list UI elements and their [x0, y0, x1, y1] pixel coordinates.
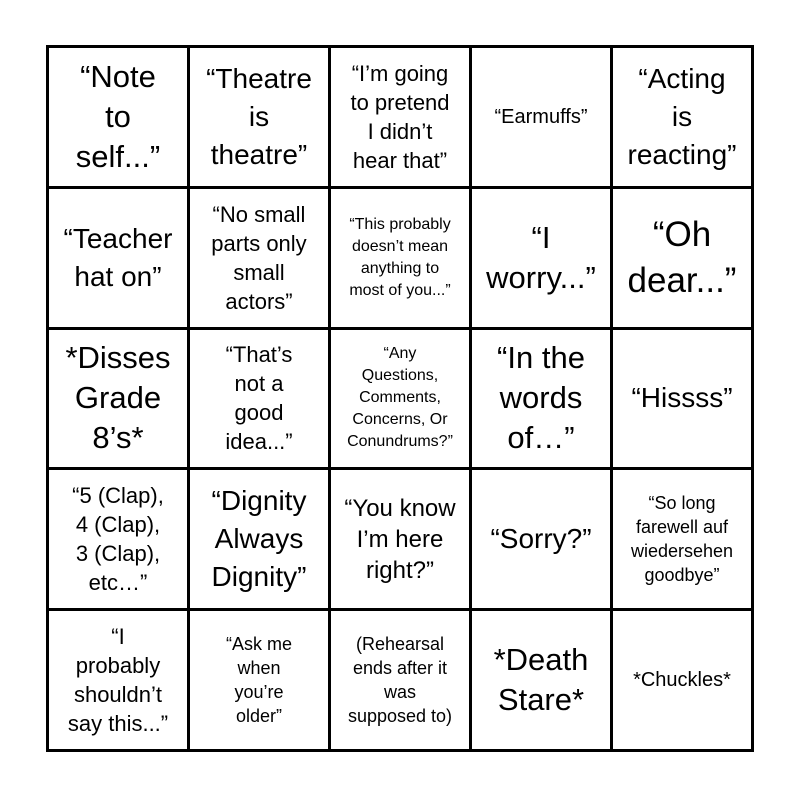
cell-text: “Note to self...” — [75, 58, 161, 174]
bingo-cell-r5c5[interactable] — [613, 611, 751, 749]
bingo-cell-r1c4[interactable] — [472, 48, 610, 186]
cell-text: “Teacher hat on” — [63, 222, 173, 292]
cell-text: “Oh dear...” — [627, 214, 737, 300]
bingo-cell-r3c3[interactable] — [331, 330, 469, 468]
cell-text: “I worry...” — [486, 219, 596, 295]
bingo-cell-r4c3[interactable] — [331, 470, 469, 608]
cell-text: “That’s not a good idea...” — [225, 342, 293, 455]
cell-text: “This probably doesn’t mean anything to most of you...” — [349, 215, 451, 299]
bingo-cell-r3c1[interactable] — [49, 330, 187, 468]
bingo-cell-r5c3[interactable] — [331, 611, 469, 749]
bingo-cell-r3c4[interactable] — [472, 330, 610, 468]
cell-text: “Any Questions, Comments, Concerns, Or Conundrums?” — [347, 345, 453, 451]
bingo-cell-r5c2[interactable] — [190, 611, 328, 749]
cell-text: “Hissss” — [631, 382, 733, 414]
cell-text: “Sorry?” — [490, 523, 592, 555]
bingo-cell-r4c4[interactable] — [472, 470, 610, 608]
bingo-cell-r1c5[interactable] — [613, 48, 751, 186]
bingo-cell-r2c1[interactable] — [49, 189, 187, 327]
bingo-cell-r4c2[interactable] — [190, 470, 328, 608]
bingo-cell-r5c1[interactable] — [49, 611, 187, 749]
bingo-cell-r2c5[interactable] — [613, 189, 751, 327]
cell-text: “I’m going to pretend I didn’t hear that” — [350, 60, 450, 173]
bingo-cell-r1c3[interactable] — [331, 48, 469, 186]
bingo-cell-r1c1[interactable] — [49, 48, 187, 186]
bingo-cell-r3c5[interactable] — [613, 330, 751, 468]
bingo-cell-r4c5[interactable] — [613, 470, 751, 608]
bingo-cell-r5c4[interactable] — [472, 611, 610, 749]
bingo-cell-r1c2[interactable] — [190, 48, 328, 186]
cell-text: “Theatre is theatre” — [206, 62, 312, 170]
bingo-cell-r3c2[interactable] — [190, 330, 328, 468]
cell-text: “Dignity Always Dignity” — [211, 485, 307, 593]
bingo-cell-r2c3[interactable] — [331, 189, 469, 327]
cell-text: “I probably shouldn’t say this...” — [67, 624, 169, 737]
cell-text: “You know I’m here right?” — [344, 494, 456, 584]
cell-text: “No small parts only small actors” — [211, 201, 307, 314]
cell-text: *Death Stare* — [493, 642, 589, 718]
cell-text: (Rehearsal ends after it was supposed to) — [347, 634, 453, 727]
cell-text: “So long farewell auf wiedersehen goodbye” — [630, 493, 734, 586]
cell-text: “5 (Clap), 4 (Clap), 3 (Clap), etc…” — [72, 483, 164, 596]
bingo-cell-r2c4[interactable] — [472, 189, 610, 327]
bingo-board — [46, 45, 754, 752]
bingo-cell-r2c2[interactable] — [190, 189, 328, 327]
cell-text: *Disses Grade 8’s* — [65, 340, 171, 456]
bingo-cell-r4c1[interactable] — [49, 470, 187, 608]
cell-text: “In the words of…” — [497, 340, 585, 456]
cell-text: “Acting is reacting” — [627, 62, 737, 170]
cell-text: *Chuckles* — [633, 669, 731, 692]
cell-text: “Ask me when you’re older” — [225, 634, 292, 727]
cell-text: “Earmuffs” — [494, 105, 588, 128]
